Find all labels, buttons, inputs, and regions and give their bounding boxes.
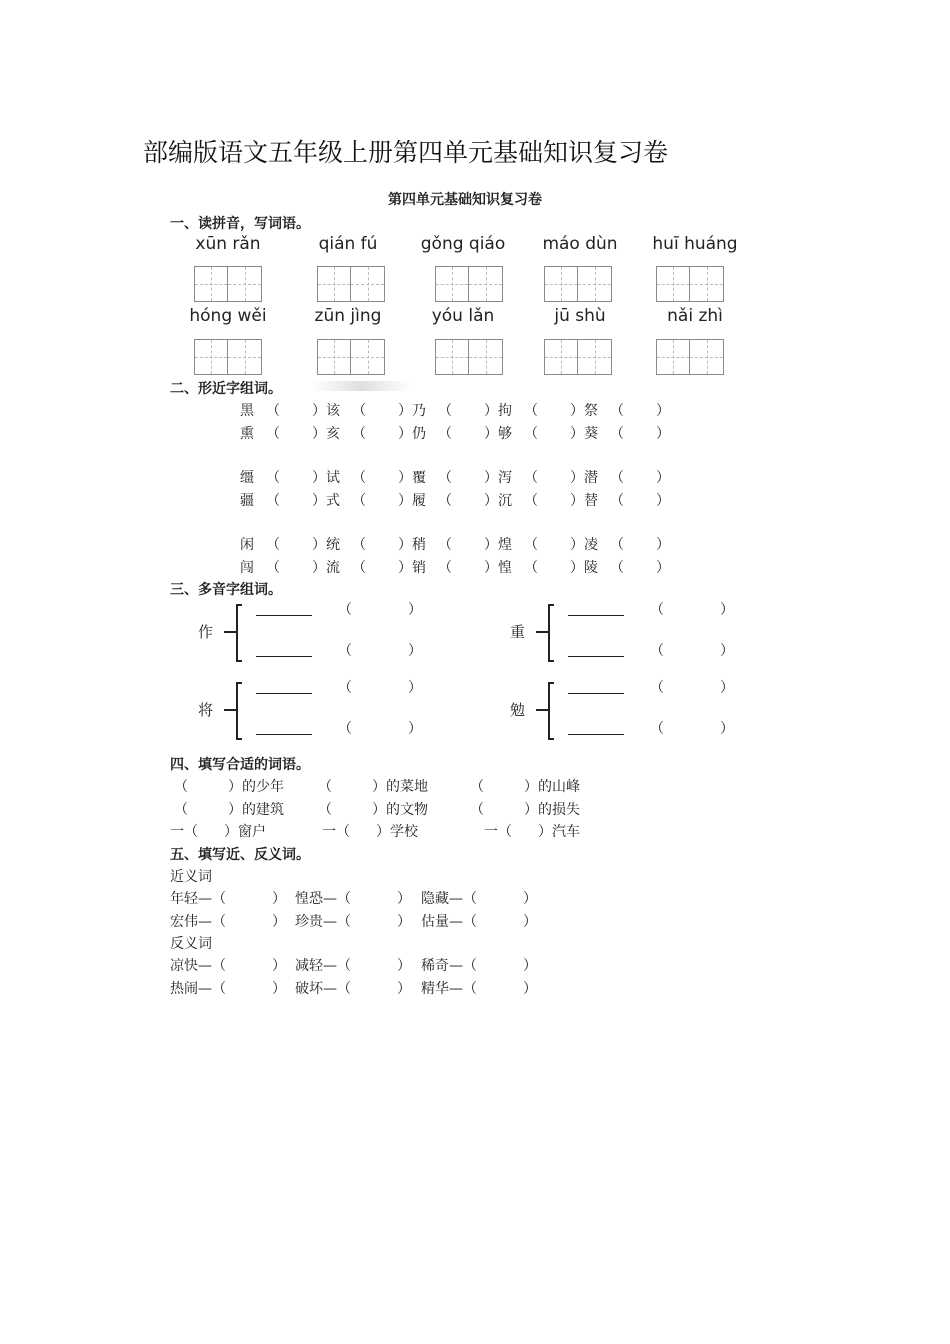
fill-paren-open: （: [174, 779, 188, 795]
paren-close: ）: [720, 602, 734, 618]
xingjin-char: 煌: [498, 537, 512, 553]
row2-writing-boxes: [656, 339, 724, 375]
xingjin-char: 惶: [498, 560, 512, 576]
paren-open: （: [352, 426, 366, 442]
paren-close: ）: [656, 560, 670, 576]
row2-pinyin: jū shù: [554, 306, 606, 326]
fill-paren-open: （: [318, 779, 332, 795]
brace-icon: [536, 604, 550, 662]
paren-open: （: [266, 470, 280, 486]
xingjin-char: 替: [584, 493, 598, 509]
row2-writing-boxes: [544, 339, 612, 375]
xingjin-char: 式: [326, 493, 340, 509]
paren-close: ）: [570, 493, 584, 509]
writing-cell: [436, 267, 469, 301]
paren-open: （: [352, 403, 366, 419]
paren-close: ）: [570, 403, 584, 419]
paren-open: （: [438, 426, 452, 442]
brace-bar: [236, 682, 238, 740]
paren-open: （: [650, 680, 664, 696]
paren-close: ）: [398, 537, 412, 553]
xingjin-char: 凌: [584, 537, 598, 553]
paren-close: ）: [484, 493, 498, 509]
paren-open: （: [352, 493, 366, 509]
xingjin-char: 亥: [326, 426, 340, 442]
paren-open: （: [610, 493, 624, 509]
xingjin-char: 沉: [498, 493, 512, 509]
paren-open: （: [338, 602, 352, 618]
row1-writing-boxes: [544, 266, 612, 302]
duoyin-char: 重: [510, 623, 526, 641]
paren-close: ）: [570, 426, 584, 442]
row1-pinyin: huī huáng: [652, 234, 738, 254]
xingjin-char: 该: [326, 403, 340, 419]
paren-open: （: [610, 426, 624, 442]
xingjin-char: 祭: [584, 403, 598, 419]
answer-line: [568, 656, 624, 657]
writing-cell: [657, 340, 690, 374]
paren-close: ）: [408, 680, 422, 696]
paren-open: （: [438, 403, 452, 419]
fill-prefix: 一（: [322, 824, 350, 840]
brace-tip: [224, 631, 236, 633]
paren-close: ）: [720, 721, 734, 737]
paren-close: ）: [656, 403, 670, 419]
paren-open: （: [338, 721, 352, 737]
paren-open: （: [610, 470, 624, 486]
writing-cell: [228, 340, 261, 374]
antonym-item: 破坏—（: [295, 981, 351, 997]
paren-close: ）: [312, 537, 326, 553]
brace-tip: [236, 682, 242, 684]
paren-open: （: [524, 403, 538, 419]
row1-pinyin: máo dùn: [542, 234, 618, 254]
paren-open: （: [266, 426, 280, 442]
brace-tip: [536, 709, 548, 711]
sheet-title: 第四单元基础知识复习卷: [388, 192, 542, 208]
scan-smudge: [312, 381, 412, 391]
fill-item: ）的少年: [228, 779, 284, 795]
writing-cell: [469, 267, 502, 301]
document-title: 部编版语文五年级上册第四单元基础知识复习卷: [143, 138, 669, 167]
paren-close: ）: [312, 403, 326, 419]
paren-open: （: [338, 643, 352, 659]
row2-writing-boxes: [194, 339, 262, 375]
brace-tip: [548, 738, 554, 740]
paren-close: ）: [720, 680, 734, 696]
fill-item: ）的山峰: [524, 779, 580, 795]
paren-close: ）: [397, 891, 411, 907]
writing-cell: [657, 267, 690, 301]
fill-paren-open: （: [470, 779, 484, 795]
paren-close: ）: [523, 914, 537, 930]
antonym-item: 减轻—（: [295, 958, 351, 974]
brace-bar: [548, 682, 550, 740]
brace-tip: [224, 709, 236, 711]
writing-cell: [545, 267, 578, 301]
paren-open: （: [438, 493, 452, 509]
paren-close: ）: [656, 537, 670, 553]
synonym-item: 年轻—（: [170, 891, 226, 907]
fill-prefix: 一（: [170, 824, 198, 840]
duoyin-char: 勉: [510, 701, 526, 719]
brace-bar: [548, 604, 550, 662]
paren-close: ）: [484, 426, 498, 442]
xingjin-char: 试: [326, 470, 340, 486]
row1-writing-boxes: [317, 266, 385, 302]
fill-paren-open: （: [174, 802, 188, 818]
brace-tip: [548, 604, 554, 606]
xingjin-char: 闲: [240, 537, 254, 553]
xingjin-char: 稍: [412, 537, 426, 553]
xingjin-char: 疆: [240, 493, 254, 509]
row2-pinyin: yóu lǎn: [431, 306, 495, 326]
synonym-item: 宏伟—（: [170, 914, 226, 930]
row2-writing-boxes: [317, 339, 385, 375]
paren-close: ）: [570, 537, 584, 553]
xingjin-char: 熏: [240, 426, 254, 442]
paren-open: （: [266, 493, 280, 509]
writing-cell: [228, 267, 261, 301]
writing-cell: [318, 340, 351, 374]
xingjin-char: 够: [498, 426, 512, 442]
paren-open: （: [338, 680, 352, 696]
paren-open: （: [610, 537, 624, 553]
paren-close: ）: [484, 560, 498, 576]
answer-line: [256, 656, 312, 657]
paren-close: ）: [398, 493, 412, 509]
paren-open: （: [524, 470, 538, 486]
row1-pinyin: gǒng qiáo: [420, 234, 506, 254]
paren-open: （: [610, 560, 624, 576]
paren-open: （: [438, 470, 452, 486]
paren-close: ）: [398, 403, 412, 419]
paren-close: ）: [484, 537, 498, 553]
xingjin-char: 履: [412, 493, 426, 509]
xingjin-char: 销: [412, 560, 426, 576]
paren-close: ）: [720, 643, 734, 659]
xingjin-char: 泻: [498, 470, 512, 486]
synonym-item: 惶恐—（: [295, 891, 351, 907]
row1-writing-boxes: [194, 266, 262, 302]
xingjin-char: 乃: [412, 403, 426, 419]
paren-close: ）: [408, 602, 422, 618]
paren-close: ）: [312, 560, 326, 576]
answer-line: [256, 734, 312, 735]
paren-open: （: [352, 470, 366, 486]
writing-cell: [690, 340, 723, 374]
brace-icon: [224, 604, 238, 662]
section-5-heading: 五、填写近、反义词。: [170, 847, 310, 863]
xingjin-char: 闯: [240, 560, 254, 576]
brace-tip: [236, 604, 242, 606]
writing-cell: [690, 267, 723, 301]
xingjin-line: [240, 490, 670, 510]
row2-pinyin: zūn jìng: [314, 306, 382, 326]
paren-close: ）: [272, 891, 286, 907]
paren-close: ）: [397, 914, 411, 930]
paren-open: （: [352, 537, 366, 553]
fill-item: ）学校: [376, 824, 418, 840]
paren-open: （: [650, 602, 664, 618]
paren-close: ）: [272, 958, 286, 974]
brace-tip: [536, 631, 548, 633]
writing-cell: [578, 340, 611, 374]
paren-close: ）: [272, 914, 286, 930]
paren-open: （: [650, 643, 664, 659]
xingjin-line: [240, 423, 670, 443]
paren-close: ）: [656, 426, 670, 442]
xingjin-char: 覆: [412, 470, 426, 486]
section-2-heading: 二、形近字组词。: [170, 381, 282, 397]
writing-cell: [351, 267, 384, 301]
duoyin-char: 作: [198, 623, 214, 641]
answer-line: [568, 693, 624, 694]
paren-close: ）: [523, 958, 537, 974]
paren-open: （: [524, 560, 538, 576]
writing-cell: [578, 267, 611, 301]
fill-item: ）窗户: [224, 824, 266, 840]
paren-close: ）: [398, 426, 412, 442]
fill-item: ）的菜地: [372, 779, 428, 795]
writing-cell: [351, 340, 384, 374]
paren-close: ）: [570, 470, 584, 486]
fill-paren-open: （: [470, 802, 484, 818]
brace-tip: [548, 660, 554, 662]
paren-open: （: [266, 403, 280, 419]
synonym-item: 估量—（: [421, 914, 477, 930]
writing-cell: [195, 267, 228, 301]
antonym-item: 凉快—（: [170, 958, 226, 974]
paren-close: ）: [408, 643, 422, 659]
antonym-item: 热闹—（: [170, 981, 226, 997]
paren-close: ）: [398, 470, 412, 486]
writing-cell: [195, 340, 228, 374]
synonym-item: 隐藏—（: [421, 891, 477, 907]
fill-item: ）的文物: [372, 802, 428, 818]
antonym-item: 稀奇—（: [421, 958, 477, 974]
paren-open: （: [352, 560, 366, 576]
paren-close: ）: [523, 891, 537, 907]
writing-cell: [469, 340, 502, 374]
paren-close: ）: [656, 470, 670, 486]
fill-item: ）的建筑: [228, 802, 284, 818]
paren-open: （: [610, 403, 624, 419]
xingjin-char: 流: [326, 560, 340, 576]
answer-line: [568, 615, 624, 616]
section-3-heading: 三、多音字组词。: [170, 582, 282, 598]
paren-close: ）: [312, 493, 326, 509]
xingjin-line: [240, 400, 670, 420]
paren-close: ）: [312, 426, 326, 442]
brace-tip: [236, 660, 242, 662]
answer-line: [256, 615, 312, 616]
writing-cell: [545, 340, 578, 374]
row1-pinyin: qián fú: [318, 234, 378, 254]
paren-open: （: [438, 560, 452, 576]
paren-open: （: [266, 537, 280, 553]
paren-open: （: [650, 721, 664, 737]
paren-open: （: [438, 537, 452, 553]
fill-paren-open: （: [318, 802, 332, 818]
brace-icon: [536, 682, 550, 740]
fill-prefix: 一（: [484, 824, 512, 840]
fill-item: ）的损失: [524, 802, 580, 818]
row1-writing-boxes: [656, 266, 724, 302]
writing-cell: [318, 267, 351, 301]
writing-cell: [436, 340, 469, 374]
xingjin-char: 陵: [584, 560, 598, 576]
xingjin-line: [240, 534, 670, 554]
brace-icon: [224, 682, 238, 740]
fill-item: ）汽车: [538, 824, 580, 840]
brace-tip: [548, 682, 554, 684]
row2-pinyin: hóng wěi: [189, 306, 267, 326]
row1-pinyin: xūn rǎn: [195, 234, 261, 254]
paren-open: （: [524, 493, 538, 509]
row1-writing-boxes: [435, 266, 503, 302]
paren-close: ）: [656, 493, 670, 509]
xingjin-line: [240, 467, 670, 487]
paren-close: ）: [272, 981, 286, 997]
synonym-label: 近义词: [170, 869, 212, 885]
xingjin-char: 葵: [584, 426, 598, 442]
paren-close: ）: [523, 981, 537, 997]
paren-close: ）: [397, 981, 411, 997]
row2-writing-boxes: [435, 339, 503, 375]
paren-open: （: [524, 537, 538, 553]
xingjin-char: 缰: [240, 470, 254, 486]
answer-line: [256, 693, 312, 694]
paren-open: （: [266, 560, 280, 576]
answer-line: [568, 734, 624, 735]
antonym-item: 精华—（: [421, 981, 477, 997]
section-1-heading: 一、读拼音，写词语。: [170, 216, 310, 232]
xingjin-char: 黑: [240, 403, 254, 419]
paren-close: ）: [312, 470, 326, 486]
brace-bar: [236, 604, 238, 662]
xingjin-char: 仍: [412, 426, 426, 442]
paren-close: ）: [484, 470, 498, 486]
xingjin-line: [240, 557, 670, 577]
paren-close: ）: [408, 721, 422, 737]
paren-close: ）: [484, 403, 498, 419]
duoyin-char: 将: [198, 701, 214, 719]
antonym-label: 反义词: [170, 936, 212, 952]
brace-tip: [236, 738, 242, 740]
paren-open: （: [524, 426, 538, 442]
paren-close: ）: [398, 560, 412, 576]
synonym-item: 珍贵—（: [295, 914, 351, 930]
paren-close: ）: [570, 560, 584, 576]
row2-pinyin: nǎi zhì: [667, 306, 723, 326]
xingjin-char: 潜: [584, 470, 598, 486]
paren-close: ）: [397, 958, 411, 974]
xingjin-char: 拘: [498, 403, 512, 419]
section-4-heading: 四、填写合适的词语。: [170, 757, 310, 773]
xingjin-char: 统: [326, 537, 340, 553]
